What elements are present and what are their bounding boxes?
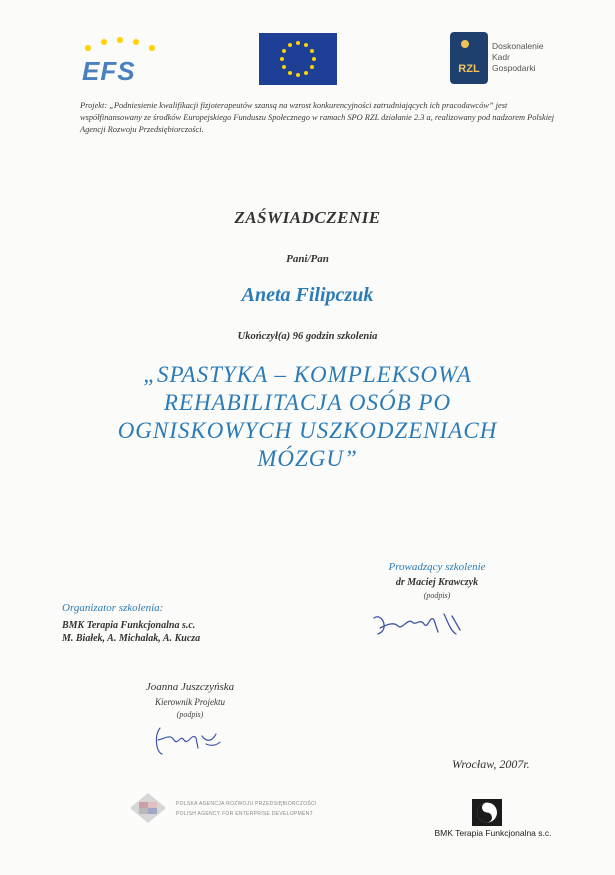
certificate-title: ZAŚWIADCZENIE xyxy=(234,208,381,227)
recipient-name: Aneta Filipczuk xyxy=(241,284,374,306)
project-leader-name: Joanna Juszczyńska xyxy=(145,681,235,693)
parp-logo-icon xyxy=(130,793,330,823)
rzl-line-2: Kadr xyxy=(492,52,510,62)
addressee-label: Pani/Pan xyxy=(286,253,329,265)
parp-logo-text xyxy=(176,799,317,819)
rzl-logo-icon xyxy=(450,32,570,88)
organizer-line-2: M. Białek, A. Michalak, A. Kucza xyxy=(62,633,201,644)
organizer-line-1: BMK Terapia Funkcjonalna s.c. xyxy=(62,620,196,631)
rzl-logo-text xyxy=(492,41,544,74)
rzl-badge-text: RZL xyxy=(458,63,480,75)
completion-line: Ukończył(a) 96 godzin szkolenia xyxy=(237,331,378,342)
instructor-signature-caption: (podpis) xyxy=(423,591,451,600)
organizer-label: Organizator szkolenia: xyxy=(62,602,164,614)
parp-line-1: POLSKA AGENCJA ROZWOJU PRZEDSIĘBIORCZOŚCI xyxy=(176,801,317,807)
instructor-label: Prowadzący szkolenie xyxy=(388,561,486,573)
project-leader-role: Kierownik Projektu xyxy=(154,697,226,707)
rzl-line-1: Doskonalenie xyxy=(492,41,544,51)
project-description: Projekt: „Podniesienie kwalifikacji fizjoterapeutów szansą na wzrost konkurencyjności zatrudniających ich pracodawców” jest współfinansowany ze środków Europejskiego Funduszu Społecznego w ramach SPO RZL działanie 2.3 a, realizowany pod nadzorem Polskiej Agencji Rozwoju Przedsiębiorczości. xyxy=(80,101,555,134)
bmk-logo-icon xyxy=(472,799,502,826)
project-leader-signature xyxy=(150,722,225,760)
efs-stars-icon xyxy=(80,36,160,52)
parp-mark-icon xyxy=(130,793,166,823)
bmk-company-name: BMK Terapia Funkcjonalna s.c. xyxy=(434,828,552,838)
instructor-signature xyxy=(368,604,468,644)
project-leader-signature-caption: (podpis) xyxy=(176,710,204,719)
rzl-badge xyxy=(450,32,488,84)
place-date: Wrocław, 2007r. xyxy=(452,757,530,771)
course-title: „SPASTYKA – KOMPLEKSOWA REHABILITACJA OSÓB PO OGNISKOWYCH USZKODZENIACH MÓZGU” xyxy=(117,362,498,471)
rzl-line-3: Gospodarki xyxy=(492,63,536,73)
instructor-name: dr Maciej Krawczyk xyxy=(395,577,479,588)
efs-logo-icon xyxy=(80,36,160,90)
eu-flag-icon xyxy=(259,33,337,85)
efs-logo-text: EFS xyxy=(82,56,136,86)
parp-line-2: POLISH AGENCY FOR ENTERPRISE DEVELOPMENT xyxy=(176,811,313,817)
